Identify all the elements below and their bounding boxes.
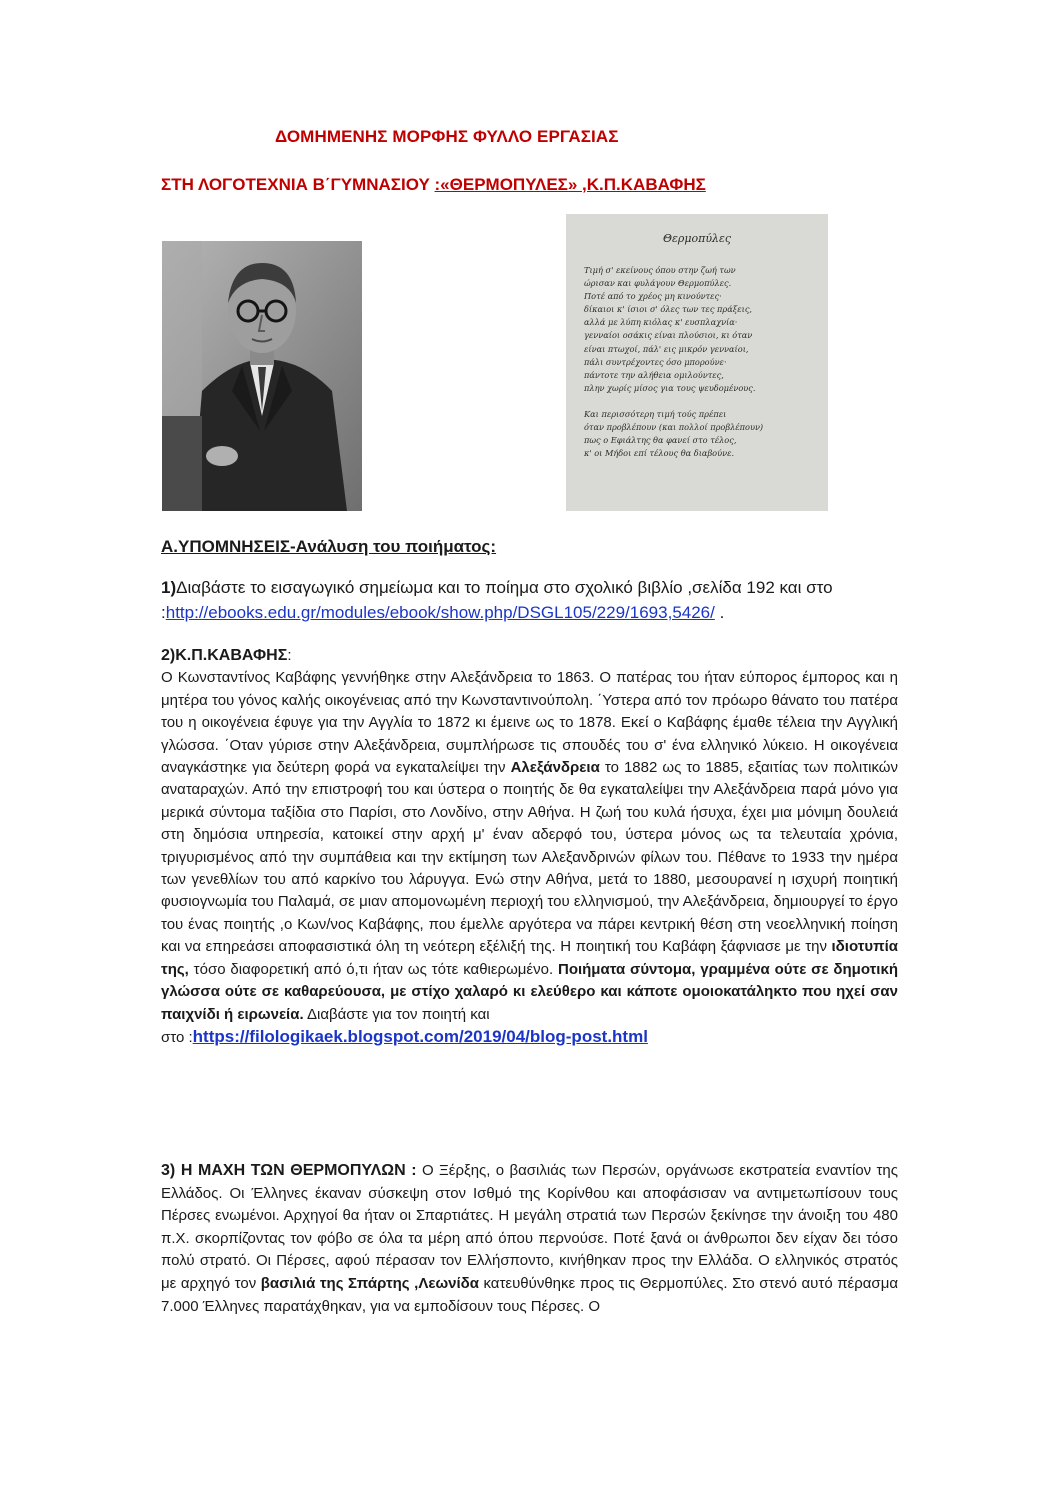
item-1-paragraph: [161, 575, 901, 625]
manuscript-title: Θερμοπύλες: [662, 232, 732, 245]
item-2-bold-1: Αλεξάνδρεια: [510, 759, 600, 777]
worksheet-subtitle: [161, 175, 706, 195]
item-3-heading: 3) Η ΜΑΧΗ ΤΩΝ ΘΕΡΜΟΠΥΛΩΝ :: [161, 1162, 417, 1179]
item-2-colon: :: [287, 647, 292, 664]
manuscript-line: Και περισσότερη τιμή τούς πρέπει: [584, 409, 727, 420]
item-3-paragraph: [161, 1160, 898, 1318]
item-2-text-5: στο :: [161, 1028, 193, 1046]
subtitle-prefix: ΣΤΗ ΛΟΓΟΤΕΧΝΙΑ Β΄ΓΥΜΝΑΣΙΟΥ: [161, 175, 435, 194]
manuscript-line: Ποτέ από το χρέος μη κινούντες·: [584, 291, 722, 302]
manuscript-line: ώρισαν και φυλάγουν Θερμοπύλες.: [584, 278, 732, 289]
item-2-heading: 2)Κ.Π.ΚΑΒΑΦΗΣ: [161, 647, 288, 664]
poet-portrait-photo: [162, 241, 362, 511]
manuscript-line: Τιμή σ' εκείνους όπου στην ζωή των: [584, 265, 736, 275]
item-2-paragraph: [161, 645, 898, 1049]
blog-link[interactable]: https://filologikaek.blogspot.com/2019/04/blog-post.html: [192, 1026, 648, 1046]
item-1-number: 1): [161, 578, 177, 597]
ebook-link[interactable]: http://ebooks.edu.gr/modules/ebook/show.php/DSGL105/229/1693,5426/: [165, 603, 715, 622]
manuscript-line: γενναίοι οσάκις είναι πλούσιοι, κι όταν: [584, 330, 753, 341]
item-2-text-3: τόσο διαφορετική από ό,τι ήταν ως τότε καθιερωμένο.: [188, 960, 558, 978]
worksheet-title: ΔΟΜΗΜΕΝΗΣ ΜΟΡΦΗΣ ΦΥΛΛΟ ΕΡΓΑΣΙΑΣ: [275, 127, 619, 146]
item-2-text-2: το 1882 ως το 1885, εξαιτίας των πολιτικών αναταραχών. Από την επιστροφή του και ύστερα ο ποιητής δε θα εγκαταλείψει την Αλεξάνδρεια παρά μόνο για μερικά σύντομα ταξίδια στο Παρίσι, στο Λονδίνο, στην Αθήνα. Η ζωή του κυλά ήσυχα, έχει μια μόνιμη δουλειά στη δημόσια υπηρεσία, κατοικεί στην αρχή μ' έναν αδερφό του, ύστερα μόνος ως τα τελευταία χρόνια, τριγυρισμένος από την συμπάθεια και την εκτίμηση των Αλεξανδρινών φίλων του. Πέθανε το 1933 την ημέρα των γενεθλίων του από καρκίνο του λάρυγγα. Ενώ στην Αθήνα, μετά το 1880, μεσουρανεί η ισχυρή ποιητική φυσιογνωμία του Παλαμά, σε μιαν απομονωμένη περιοχή του ελληνισμού, την Αλεξάνδρεια, δημιουργεί το έργο του ένας ποιητής ,ο Κων/νος Καβάφης, που έμελλε αργότερα να πάρει κεντρική θέση στη νεοελληνική ποίηση και να επηρεάσει αποφασιστικά όλη τη νεότερη εξέλιξή της. Η ποιητική του Καβάφη ξάφνιασε με την: [161, 759, 898, 956]
portrait-drawing: [162, 241, 362, 511]
item-1-after: .: [714, 603, 725, 622]
item-3-text-2: κατευθύνθηκε προς τις Θερμοπύλες. Στο στενό αυτό πέρασμα 7.000 Έλληνες παρατάχθηκαν, για να εμποδίσουν τους Πέρσες. Ο: [161, 1274, 899, 1315]
manuscript-line: πάλι συντρέχοντες όσο μπορούνε·: [584, 356, 727, 367]
manuscript-lines: [584, 264, 820, 460]
item-2-text-4: Διαβάστε για τον ποιητή και: [303, 1005, 490, 1023]
manuscript-line: πως ο Εφιάλτης θα φανεί στο τέλος,: [584, 435, 737, 446]
manuscript-line: κ' οι Μήδοι επί τέλους θα διαβούνε.: [584, 448, 735, 459]
manuscript-line: πάντοτε την αλήθεια ομιλούντες,: [584, 369, 724, 380]
manuscript-line: είναι πτωχοί, πάλ' εις μικρόν γενναίοι,: [584, 343, 749, 354]
item-3-bold-1: βασιλιά της Σπάρτης ,Λεωνίδα: [260, 1274, 479, 1292]
item-2-link-line: [161, 1026, 898, 1049]
section-a-heading: Α.ΥΠΟΜΝΗΣΕΙΣ-Ανάλυση του ποιήματος:: [161, 537, 497, 556]
subtitle-poem-author: :«ΘΕΡΜΟΠΥΛΕΣ» ,Κ.Π.ΚΑΒΑΦΗΣ: [434, 175, 706, 194]
poem-manuscript-image: [566, 214, 828, 511]
manuscript-line: αλλά με λύπη κιόλας κ' ευσπλαχνία·: [584, 317, 738, 328]
item-1-text: Διαβάστε το εισαγωγικό σημείωμα και το ποίημα στο σχολικό βιβλίο ,σελίδα 192 και στο :: [161, 578, 833, 622]
item-2-bold-2: ιδιοτυπία της,: [161, 938, 898, 978]
manuscript-line: [584, 395, 820, 408]
item-2-text-1: Ο Κωνσταντίνος Καβάφης γεννήθηκε στην Αλεξάνδρεια το 1863. Ο πατέρας του ήταν εύπορος έμπορος και η μητέρα του γόνος καλής οικογένειας από την Κωνσταντινούπολη. ΄Υστερα από τον πρόωρο θάνατο του πατέρα του η οικογένεια έφυγε για την Αγγλία το 1872 κι έμεινε ως το 1878. Εκεί ο Καβάφης έμαθε τέλεια την Αγγλική γλώσσα. ΄Οταν γύρισε στην Αλεξάνδρεια, συμπλήρωσε τις σπουδές του σ' ένα ελληνικό λύκειο. Η οικογένεια αναγκάστηκε για δεύτερη φορά να εγκαταλείψει την: [161, 669, 898, 777]
item-3-text-1: Ο Ξέρξης, ο βασιλιάς των Περσών, οργάνωσε εκστρατεία εναντίον της Ελλάδος. Οι Έλληνες έκαναν σύσκεψη στον Ισθμό της Κορίνθου και αποφάσισαν να αντιμετωπίσουν τους Πέρσες ενωμένοι. Αρχηγοί θα ήταν οι Σπαρτιάτες. Η μεγάλη στρατιά των Περσών ξεκίνησε την άνοιξη του 480 π.Χ. σκορπίζοντας τον φόβο σε όλα τα μέρη από όπου περνούσε. Ποτέ ξανά οι άνθρωποι δεν είχαν δει τόσο πολύ στρατό. Οι Πέρσες, αφού πέρασαν τον Ελλήσποντο, κινήθηκαν προς την Ελλάδα. Ο ελληνικός στρατός με αρχηγό τον: [161, 1162, 899, 1292]
manuscript-line: δίκαιοι κ' ίσιοι σ' όλες των τες πράξεις,: [584, 304, 753, 315]
manuscript-line: πλην χωρίς μίσος για τους ψευδομένους.: [584, 382, 756, 393]
manuscript-line: όταν προβλέπουν (και πολλοί προβλέπουν): [584, 422, 764, 433]
item-2-bold-3: Ποιήματα σύντομα, γραμμένα ούτε σε δημοτική γλώσσα ούτε σε καθαρεύουσα, με στίχο χαλαρό κι ελεύθερο και κάποτε ομοιοκατάληκτο που ηχεί σαν παιχνίδι ή ειρωνεία.: [161, 960, 898, 1023]
